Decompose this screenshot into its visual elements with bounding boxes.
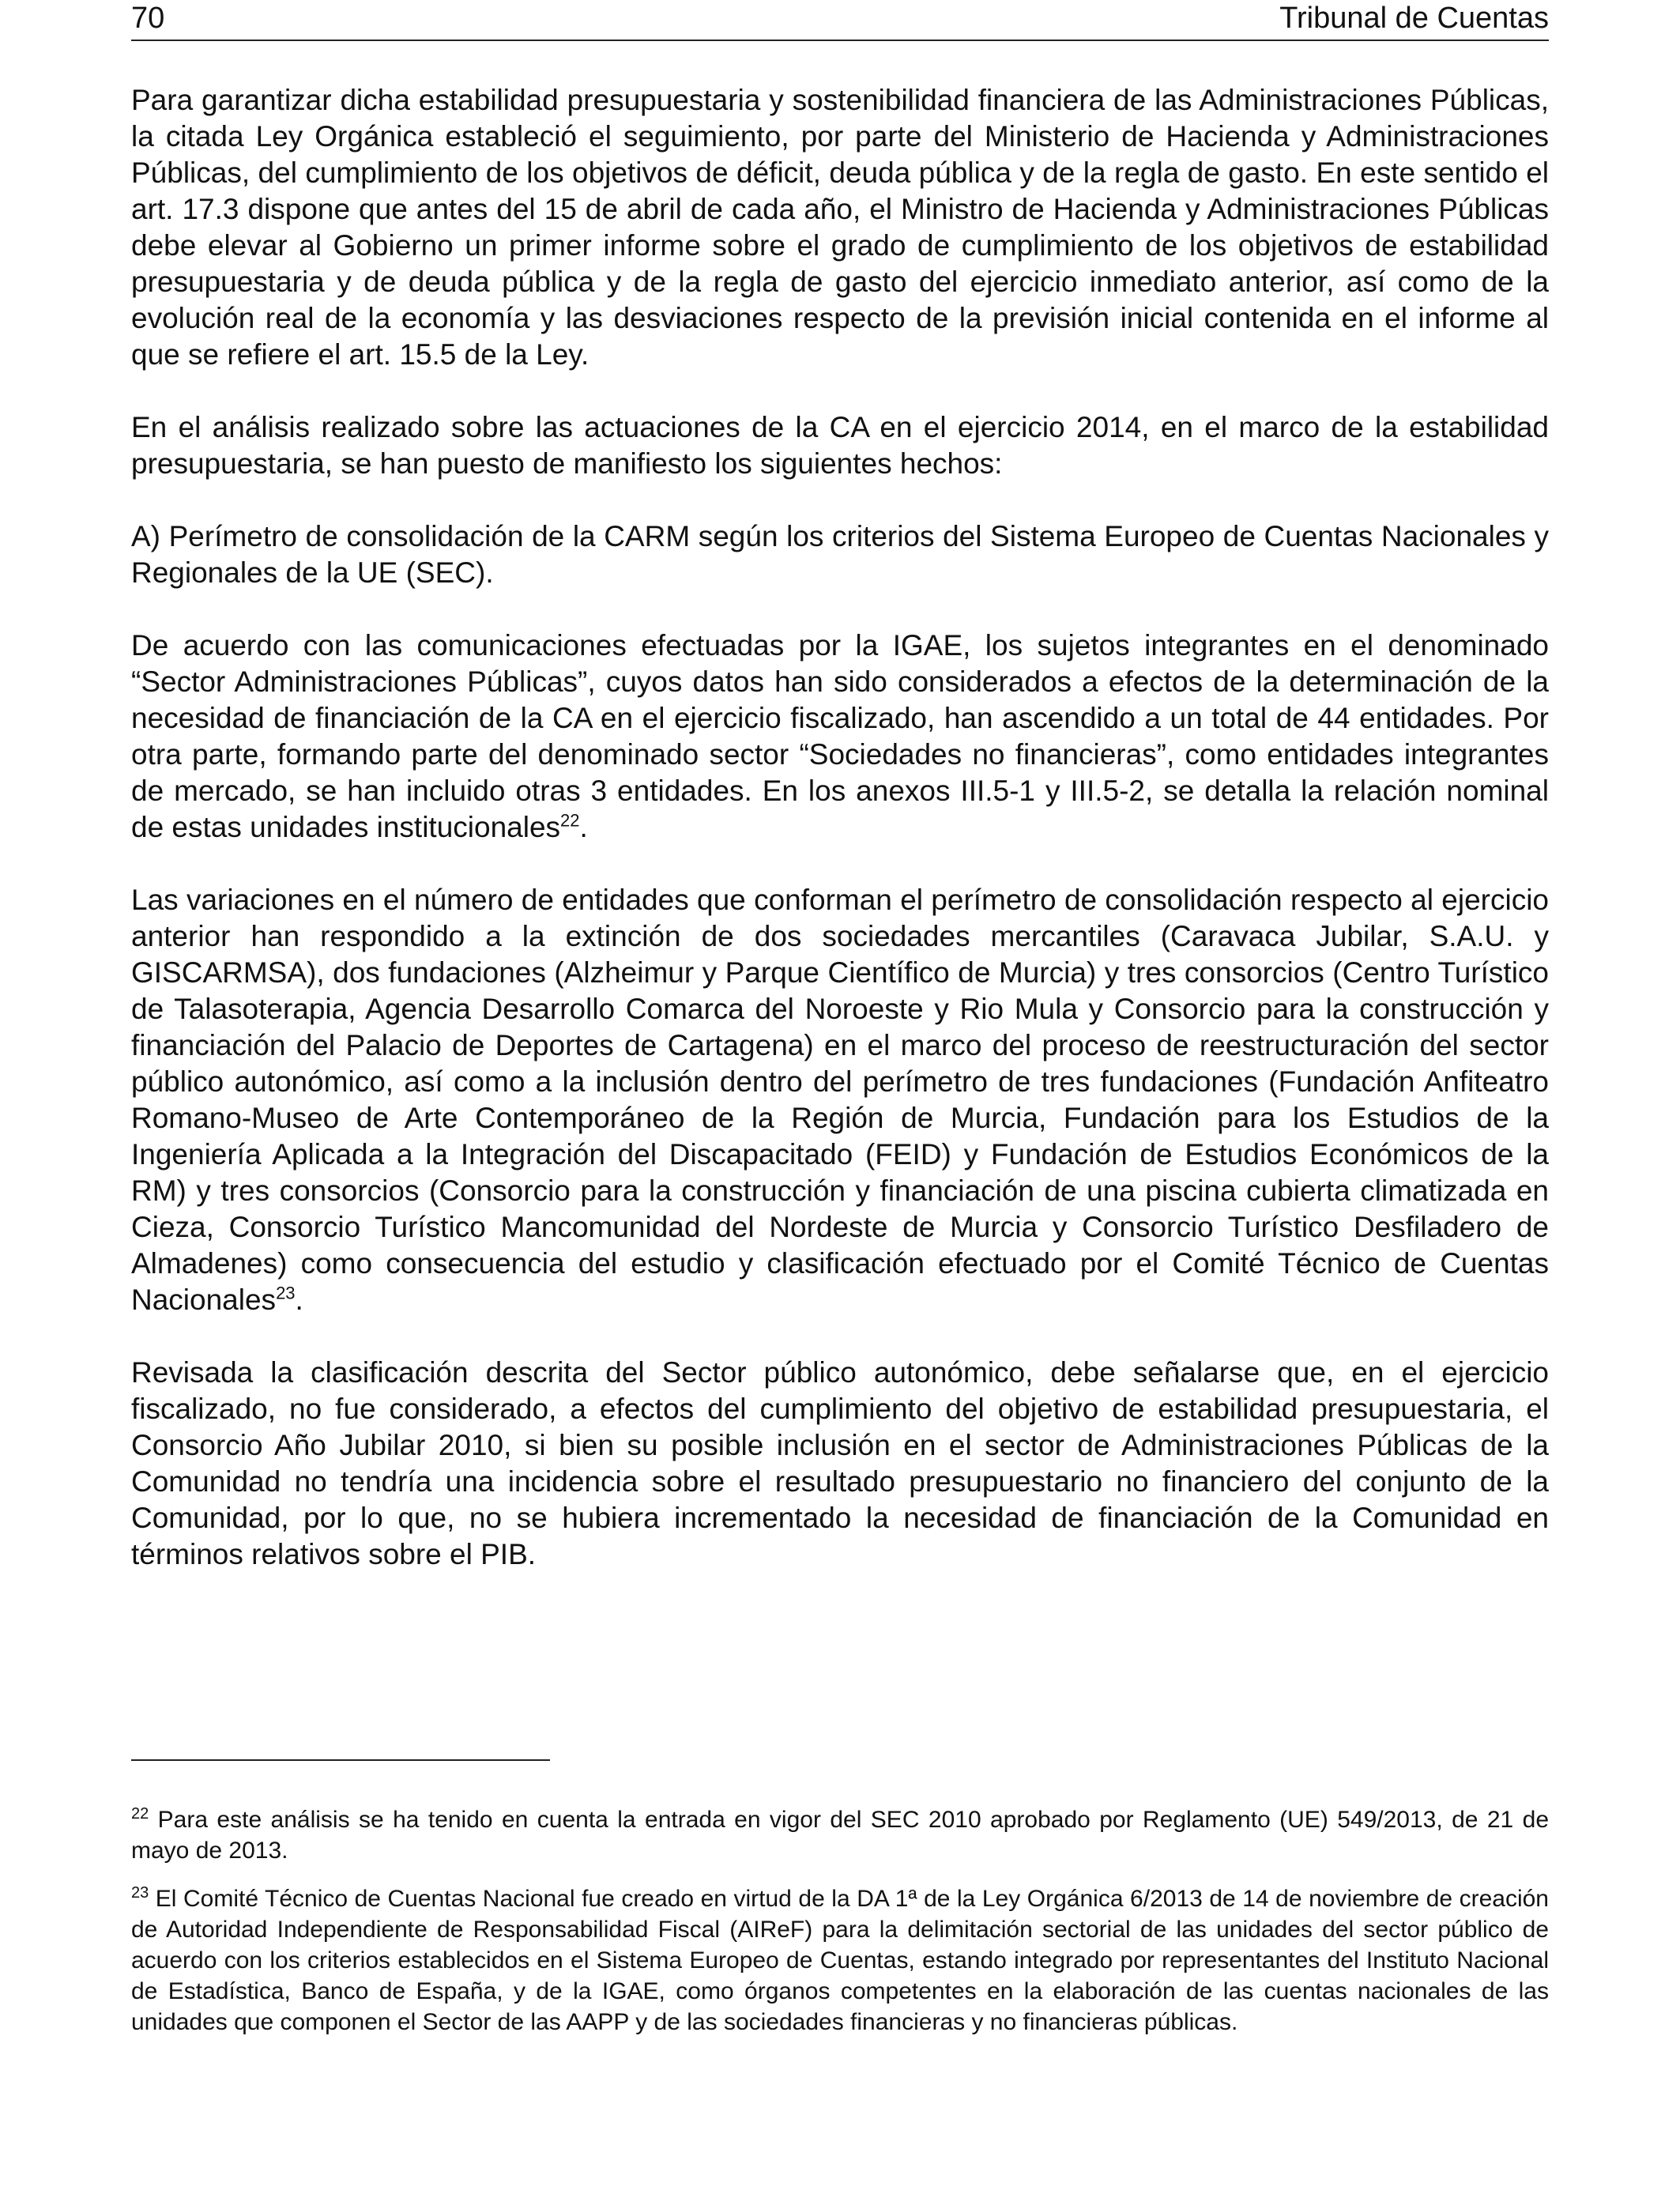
page-header (131, 0, 1549, 41)
footnote-ref-23[interactable]: 23 (276, 1283, 296, 1303)
paragraph-5 (131, 882, 1549, 1318)
paragraph-5-text: Las variaciones en el número de entidades que conforman el perímetro de consolidación respecto al ejercicio anterior han respondido a la extinción de dos sociedades mercantiles (Caravaca Jubilar, S.A.U. y GISCARMSA), dos fundaciones (Alzheimur y Parque Científico de Murcia) y tres consorcios (Centro Turístico de Talasoterapia, Agencia Desarrollo Comarca del Noroeste y Rio Mula y Consorcio para la construcción y financiación del Palacio de Deportes de Cartagena) en el marco del proceso de reestructuración del sector público autonómico, así como a la inclusión dentro del perímetro de tres fundaciones (Fundación Anfiteatro Romano-Museo de Arte Contemporáneo de la Región de Murcia, Fundación para los Estudios de la Ingeniería Aplicada a la Integración del Discapacitado (FEID) y Fundación de Estudios Económicos de la RM) y tres consorcios (Consorcio para la construcción y financiación de una piscina cubierta climatizada en Cieza, Consorcio Turístico Mancomunidad del Nordeste de Murcia y Consorcio Turístico Desfiladero de Almadenes) como consecuencia del estudio y clasificación efectuado por el Comité Técnico de Cuentas Nacionales (131, 884, 1549, 1316)
paragraph-5-end: . (295, 1284, 303, 1316)
footnote-number: 23 (131, 1884, 149, 1902)
page-number: 70 (131, 2, 165, 35)
paragraph-4-end: . (579, 811, 588, 843)
paragraph-3-heading: A) Perímetro de consolidación de la CARM según los criterios del Sistema Europeo de Cuentas Nacionales y Regionales de la UE (SEC). (131, 520, 1549, 589)
footnote-text: Para este análisis se ha tenido en cuenta la entrada en vigor del SEC 2010 aprobado por Reglamento (UE) 549/2013, de 21 de mayo de 2013. (131, 1807, 1549, 1864)
footnotes (131, 1804, 1549, 2055)
footnote-ref-22[interactable]: 22 (560, 810, 580, 831)
paragraph-1: Para garantizar dicha estabilidad presupuestaria y sostenibilidad financiera de las Administraciones Públicas, la citada Ley Orgánica estableció el seguimiento, por parte del Ministerio de Hacienda y Administraciones Públicas, del cumplimiento de los objetivos de déficit, deuda pública y de la regla de gasto. En este sentido el art. 17.3 dispone que antes del 15 de abril de cada año, el Ministro de Hacienda y Administraciones Públicas debe elevar al Gobierno un primer informe sobre el grado de cumplimiento de los objetivos de estabilidad presupuestaria y de deuda pública y de la regla de gasto del ejercicio inmediato anterior, así como de la evolución real de la economía y las desviaciones respecto de la previsión inicial contenida en el informe al que se refiere el art. 15.5 de la Ley. (131, 84, 1549, 371)
footnote-number: 22 (131, 1805, 149, 1823)
footnote-22 (131, 1804, 1549, 1866)
main-body (131, 82, 1549, 1609)
paragraph-2: En el análisis realizado sobre las actuaciones de la CA en el ejercicio 2014, en el marco de la estabilidad presupuestaria, se han puesto de manifiesto los siguientes hechos: (131, 411, 1549, 480)
paragraph-4 (131, 628, 1549, 846)
footnote-23 (131, 1883, 1549, 2038)
footnote-separator (131, 1759, 550, 1761)
paragraph-6: Revisada la clasificación descrita del Sector público autonómico, debe señalarse que, en el ejercicio fiscalizado, no fue considerado, a efectos del cumplimiento del objetivo de estabilidad presupuestaria, el Consorcio Año Jubilar 2010, si bien su posible inclusión en el sector de Administraciones Públicas de la Comunidad no tendría una incidencia sobre el resultado presupuestario no financiero del conjunto de la Comunidad, por lo que, no se hubiera incrementado la necesidad de financiación de la Comunidad en términos relativos sobre el PIB. (131, 1356, 1549, 1570)
paragraph-4-text: De acuerdo con las comunicaciones efectuadas por la IGAE, los sujetos integrantes en el denominado “Sector Administraciones Públicas”, cuyos datos han sido considerados a efectos de la determinación de la necesidad de financiación de la CA en el ejercicio fiscalizado, han ascendido a un total de 44 entidades. Por otra parte, formando parte del denominado sector “Sociedades no financieras”, como entidades integrantes de mercado, se han incluido otras 3 entidades. En los anexos III.5-1 y III.5-2, se detalla la relación nominal de estas unidades institucionales (131, 629, 1549, 843)
footnote-text: El Comité Técnico de Cuentas Nacional fue creado en virtud de la DA 1ª de la Ley Orgánica 6/2013 de 14 de noviembre de creación de Autoridad Independiente de Responsabilidad Fiscal (AIReF) para la delimitación sectorial de las unidades del sector público de acuerdo con los criterios establecidos en el Sistema Europeo de Cuentas, estando integrado por representantes del Instituto Nacional de Estadística, Banco de España, y de la IGAE, como órganos competentes en la elaboración de las cuentas nacionales de las unidades que componen el Sector de las AAPP y de las sociedades financieras y no financieras públicas. (131, 1886, 1549, 2035)
running-title: Tribunal de Cuentas (1279, 2, 1549, 35)
